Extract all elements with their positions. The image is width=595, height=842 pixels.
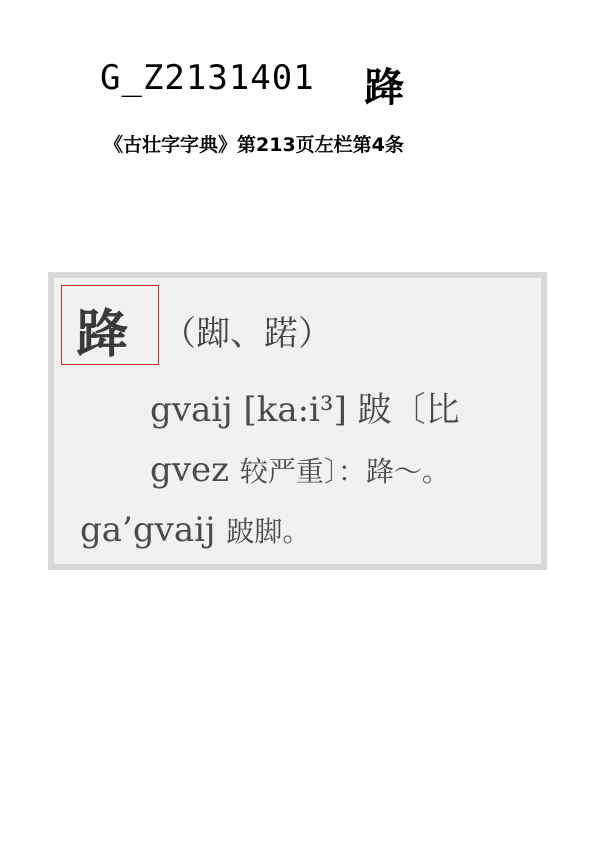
entry-line-2-cjk: 较严重〕：跭～。 bbox=[239, 455, 450, 488]
dictionary-scan-page bbox=[54, 278, 541, 564]
source-citation: 《古壮字字典》第213页左栏第4条 bbox=[104, 134, 404, 156]
entry-line-3-roman: ga’gvaij bbox=[80, 510, 216, 550]
headword-variants: （踋、蹃） bbox=[162, 314, 332, 354]
entry-line-3-cjk: 跛脚。 bbox=[226, 515, 311, 548]
entry-line-2-roman: gvez bbox=[150, 450, 230, 490]
dictionary-scan bbox=[48, 272, 547, 570]
entry-line-3 bbox=[80, 510, 310, 550]
entry-line-1: gvaij [ka:i³] 跛〔比 bbox=[150, 390, 460, 430]
entry-line-2 bbox=[150, 450, 450, 490]
glyph-code: G_Z2131401 bbox=[100, 58, 315, 98]
glyph-character: 跭 bbox=[364, 64, 404, 111]
dictionary-headword: 跭 bbox=[76, 304, 129, 365]
